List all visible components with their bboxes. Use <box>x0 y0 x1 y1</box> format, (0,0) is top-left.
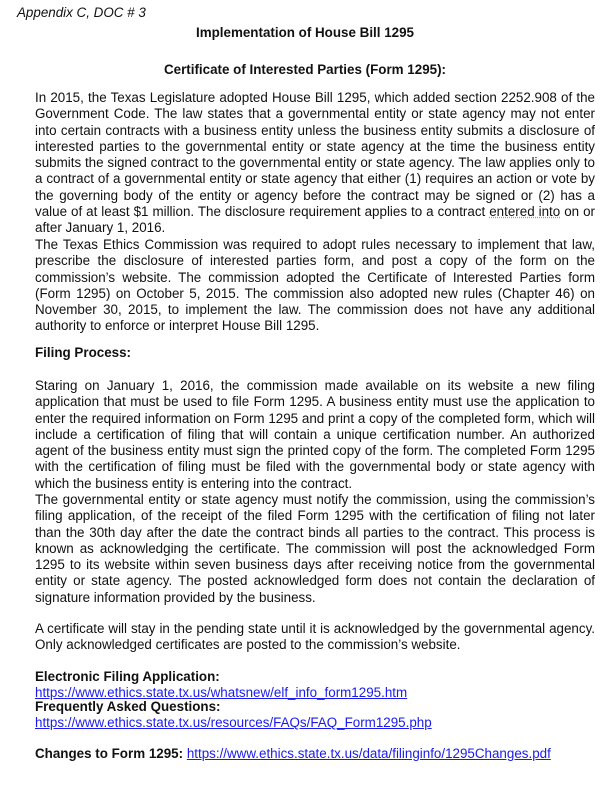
grammar-flag: entered into <box>489 204 561 220</box>
page-subtitle: Certificate of Interested Parties (Form 1295): <box>163 62 447 77</box>
efa-link[interactable]: https://www.ethics.state.tx.us/whatsnew/elf_info_form1295.htm <box>35 685 408 701</box>
paragraph-filing: Staring on January 1, 2016, the commission made available on its website a new filing application that must be used to file Form 1295. A business entity must use the application to enter the required information on Form 1295 and print a copy of the completed form, which will include a certification of filing that will contain a unique certification number. An authorized agent of the business entity must sign the printed copy of the form. The completed Form 1295 with the certification of filing must be filed with the governmental body or state agency with which the business entity is entering into the contract. <box>35 378 595 491</box>
paragraph-intro-text: In 2015, the Texas Legislature adopted House Bill 1295, which added section 2252.908 of the Government Code. The law states that a governmental entity or state agency may not enter into certain contracts with a business entity unless the business entity submits a disclosure of interested parties to the governmental entity or state agency at the time the business entity submits the signed contract to the governmental entity or state agency. The law applies only to a contract of a governmental entity or state agency that either (1) requires an action or vote by the governing body of the entity or agency before the contract may be signed or (2) has a value of at least $1 million. The disclosure requirement applies to a contract <box>35 90 595 220</box>
changes-label: Changes to Form 1295: <box>35 746 184 761</box>
paragraph-intro-end: on or after January 1, 2016. <box>35 204 596 236</box>
changes-line <box>35 746 595 762</box>
paragraph-pending: A certificate will stay in the pending state until it is acknowledged by the governmental agency. Only acknowledged certificates are posted to the commission’s website. <box>35 621 595 653</box>
changes-link[interactable]: https://www.ethics.state.tx.us/data/filinginfo/1295Changes.pdf <box>186 746 551 761</box>
faq-block <box>35 699 595 732</box>
page-title: Implementation of House Bill 1295 <box>195 25 415 40</box>
faq-link[interactable]: https://www.ethics.state.tx.us/resources/FAQs/FAQ_Form1295.php <box>35 715 432 731</box>
header-note: Appendix C, DOC # 3 <box>17 5 146 20</box>
paragraph-intro <box>35 90 595 237</box>
faq-label: Frequently Asked Questions: <box>35 699 221 714</box>
paragraph-commission: The Texas Ethics Commission was required to adopt rules necessary to implement that law, prescribe the disclosure of interested parties form, and post a copy of the form on the commission’s website. The commission adopted the Certificate of Interested Parties form (Form 1295) on October 5, 2015. The commission also adopted new rules (Chapter 46) on November 30, 2015, to implement the law. The commission does not have any additional authority to enforce or interpret House Bill 1295. <box>35 237 595 334</box>
efa-line <box>35 669 595 702</box>
paragraph-notify: The governmental entity or state agency must notify the commission, using the commission’s filing application, of the receipt of the filed Form 1295 with the certification of filing not later than the 30th day after the date the contract binds all parties to the contract. This process is known as acknowledging the certificate. The commission will post the acknowledged Form 1295 to its website within seven business days after receiving notice from the governmental entity or state agency. The posted acknowledged form does not contain the declaration of signature information provided by the business. <box>35 492 595 605</box>
filing-heading: Filing Process: <box>35 345 131 360</box>
efa-label: Electronic Filing Application: <box>35 669 220 684</box>
